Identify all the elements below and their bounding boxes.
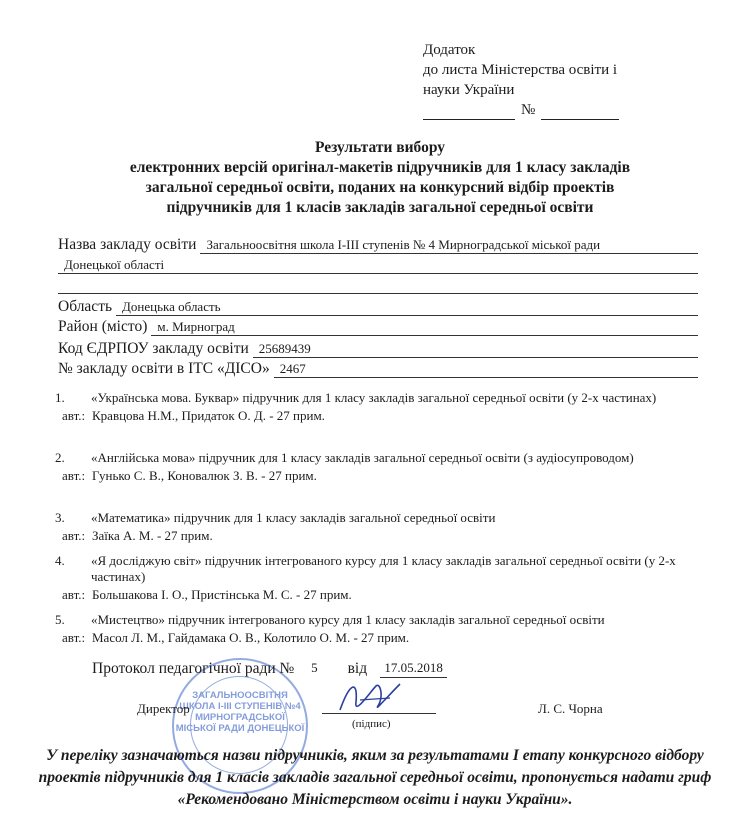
school-name-label: Назва закладу освіти (58, 236, 197, 253)
title-line-4: підручників для 1 класів закладів загальної середньої освіти (166, 199, 594, 216)
item-number: 2. (55, 450, 65, 465)
author-prefix: авт.: (62, 468, 86, 483)
title-line-3: загальної середньої освіти, поданих на конкурсний відбір проектів (145, 179, 615, 196)
signature-caption: (підпис) (352, 718, 391, 730)
edrpou-label: Код ЄДРПОУ закладу освіти (58, 340, 249, 357)
its-field (58, 360, 698, 378)
its-value: 2467 (274, 360, 698, 378)
item-number: 4. (55, 553, 65, 568)
title-line-1: Результати вибору (314, 139, 446, 156)
director-name: Л. С. Чорна (538, 701, 603, 716)
item-title: «Українська мова. Буквар» підручник для 1 класу закладів загальної середньої освіти (у 2-х частинах) (91, 390, 657, 405)
item-authors (62, 468, 695, 484)
blank-line (58, 293, 698, 294)
edrpou-field (58, 340, 698, 358)
annex-header (423, 40, 619, 120)
list-item (55, 510, 695, 544)
district-field (58, 318, 698, 336)
item-number: 5. (55, 612, 65, 627)
author-names: Кравцова Н.М., Придаток О. Д. - 27 прим. (92, 408, 325, 423)
number-sign: № (521, 102, 536, 118)
edrpou-value: 25689439 (253, 340, 698, 358)
item-title: «Я досліджую світ» підручник інтегрованого курсу для 1 класу закладів загальної середньої освіти (у 2-х частинах) (91, 553, 676, 584)
district-label: Район (місто) (58, 318, 148, 335)
handwritten-signature (330, 672, 410, 722)
annex-number-line (423, 100, 619, 120)
author-names: Гунько С. В., Коновалюк З. В. - 27 прим. (92, 468, 317, 483)
list-item (55, 390, 695, 424)
author-prefix: авт.: (62, 408, 86, 423)
author-names: Большакова І. О., Пристінська М. С. - 27 прим. (92, 587, 352, 602)
region-label: Область (58, 298, 113, 315)
author-prefix: авт.: (62, 630, 86, 645)
school-name-value-2: Донецької області (58, 256, 698, 274)
protocol-label: Протокол педагогічної ради № (92, 660, 295, 677)
annex-line-1: Додаток (423, 42, 476, 58)
protocol-number: 5 (311, 660, 318, 675)
annex-line-3: науки України (423, 82, 515, 98)
school-name-field (58, 236, 698, 254)
region-field (58, 298, 698, 316)
protocol-from-label: від (347, 660, 368, 677)
stamp-text: ЗАГАЛЬНООСВІТНЯ ШКОЛА І-ІІІ СТУПЕНІВ №4 МИРНОГРАДСЬКОЇ МІСЬКОЇ РАДИ ДОНЕЦЬКОЇ (175, 690, 305, 734)
item-title: «Математика» підручник для 1 класу закладів загальної середньої освіти (91, 510, 496, 525)
list-item (55, 450, 695, 484)
letter-date-blank (423, 103, 515, 120)
director-role: Директор (137, 701, 190, 716)
region-value: Донецька область (116, 298, 698, 316)
author-names: Заїка А. М. - 27 прим. (92, 528, 213, 543)
author-names: Масол Л. М., Гайдамака О. В., Колотило О. М. - 27 прим. (92, 630, 410, 645)
item-number: 1. (55, 390, 65, 405)
title-line-2: електронних версій оригінал-макетів підручників для 1 класу закладів (129, 159, 631, 176)
school-name-value: Загальноосвітня школа І-ІІІ ступенів № 4 Мирноградської міської ради (200, 236, 698, 254)
author-prefix: авт.: (62, 528, 86, 543)
footer-note: У переліку зазначаються назви підручників, яким за результатами І етапу конкурсного відбору проектів підручників для 1 класів закладів загальної середньої освіти, пропонується надати гриф «Рекомендовано Міністерством освіти і науки України». (38, 747, 712, 808)
item-authors (62, 408, 695, 424)
district-value: м. Мирноград (151, 318, 698, 336)
protocol-date: 17.05.2018 (380, 660, 447, 678)
school-name-field-cont (58, 256, 698, 274)
letter-number-blank (541, 103, 619, 120)
item-authors (62, 528, 695, 544)
annex-line-2: до листа Міністерства освіти і (423, 62, 618, 78)
author-prefix: авт.: (62, 587, 86, 602)
item-authors (62, 587, 695, 603)
item-title: «Мистецтво» підручник інтегрованого курсу для 1 класу закладів загальної середньої освіти (91, 612, 605, 627)
list-item (55, 553, 695, 603)
its-label: № закладу освіти в ІТС «ДІСО» (58, 360, 270, 377)
document-title (40, 138, 720, 218)
item-number: 3. (55, 510, 65, 525)
item-title: «Англійська мова» підручник для 1 класу закладів загальної середньої освіти (з аудіосупроводом) (91, 450, 634, 465)
list-item (55, 612, 695, 646)
item-authors (62, 630, 695, 646)
